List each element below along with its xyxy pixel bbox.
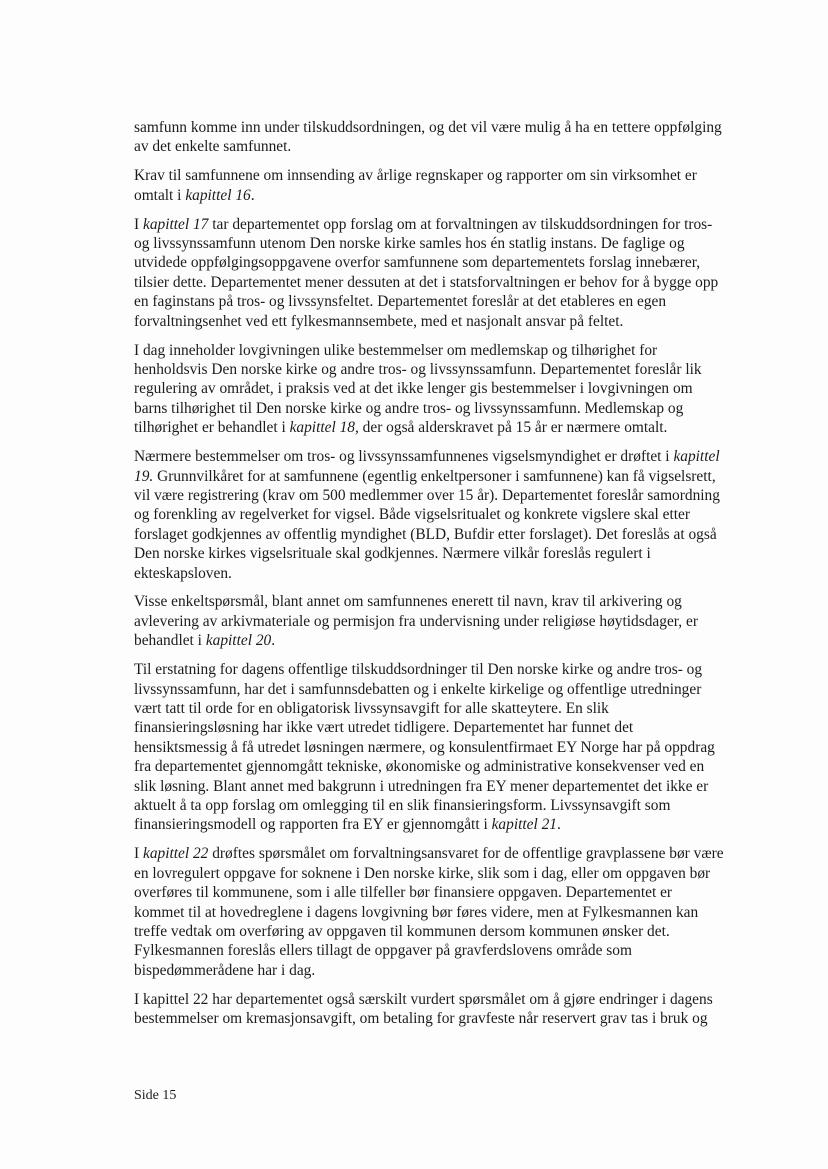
text-run: . bbox=[250, 186, 255, 204]
text-run: I kapittel 22 har departementet også særskilt vurdert spørsmålet om å gjøre endringer i dagens bestemmelser om kremasjonsavgift, om betaling for gravfeste når reservert grav tas i bruk og bbox=[134, 990, 713, 1028]
text-run: Grunnvilkåret for at samfunnene (egentlig enkeltpersoner i samfunnene) kan få vigselsrett, vil være registrering (krav om 500 medlemmer over 15 år). Departementet foreslår samordning og forenkling av regelverket for vigsel. Både vigselsritualet og konkrete vigslere skal etter forslaget godkjennes av offentlig myndighet (BLD, Bufdir etter forslaget). Det foreslås at også Den norske kirkes vigselsrituale skal godkjennes. Nærmere vilkår foreslås regulert i ekteskapsloven. bbox=[134, 467, 720, 582]
paragraph bbox=[134, 592, 724, 650]
paragraph bbox=[134, 215, 724, 331]
paragraph bbox=[134, 990, 724, 1029]
text-run: I dag inneholder lovgivningen ulike bestemmelser om medlemskap og tilhørighet for henholdsvis Den norske kirke og andre tros- og livssynssamfunn. Departementet foreslår lik regulering av området, i praksis ved at det ikke lenger gis bestemmelser i lovgivningen om barns tilhørighet til Den norske kirke og andre tros- og livssynssamfunn. Medlemskap og tilhørighet er behandlet i bbox=[134, 341, 702, 437]
text-run: . bbox=[557, 816, 561, 834]
text-run: samfunn komme inn under tilskuddsordningen, og det vil være mulig å ha en tettere oppfølging av det enkelte samfunnet. bbox=[134, 119, 722, 156]
text-run: der også alderskravet på 15 år er nærmere omtalt. bbox=[358, 419, 668, 437]
text-run: tar departementet opp forslag om at forvaltningen av tilskuddsordningen for tros- og livssynssamfunn utenom Den norske kirke samles hos én statlig instans. De faglige og utvidede oppfølgingsoppgavene overfor samfunnene som departementets forslag innebærer, tilsier dette. Departementet mener dessuten at det i statsforvaltningen er behov for å bygge opp en faginstans på tros- og livssynsfeltet. Departementet foreslår at det etableres en egen forvaltningsenhet ved ett fylkesmannsembete, med et nasjonalt ansvar på feltet. bbox=[134, 215, 719, 330]
paragraph bbox=[134, 341, 724, 438]
body-text bbox=[134, 118, 724, 1038]
text-run: . bbox=[271, 632, 276, 650]
paragraph bbox=[134, 844, 724, 980]
chapter-reference: kapittel 19. bbox=[134, 448, 720, 485]
chapter-reference: kapittel 18, bbox=[289, 419, 359, 437]
chapter-reference: kapittel 22 bbox=[142, 845, 209, 863]
page-number: Side 15 bbox=[134, 1088, 177, 1103]
paragraph bbox=[134, 447, 724, 583]
text-run: I bbox=[134, 215, 143, 233]
paragraph bbox=[134, 118, 724, 157]
text-run: drøftes spørsmålet om forvaltningsansvaret for de offentlige gravplassene bør være en lovregulert oppgave for soknene i Den norske kirke, slik som i dag, eller om oppgaven bør overføres til kommunene, som i alle tilfeller bør finansiere oppgaven. Departementet er kommet til at hovedreglene i dagens lovgivning bør føres videre, men at Fylkesmannen kan treffe vedtak om overføring av oppgaven til kommunen dersom kommunen ønsker det. Fylkesmannen foreslås ellers tillagt de oppgaver på gravferdslovens område som bispedømmerådene har i dag. bbox=[134, 845, 724, 979]
chapter-reference: kapittel 17 bbox=[142, 215, 209, 233]
chapter-reference: kapittel 21 bbox=[491, 816, 557, 834]
text-run: Krav til samfunnene om innsending av årlige regnskaper og rapporter om sin virksomhet er omtalt i bbox=[134, 167, 697, 204]
paragraph bbox=[134, 166, 724, 205]
paragraph bbox=[134, 660, 724, 835]
text-run: Visse enkeltspørsmål, blant annet om samfunnenes enerett til navn, krav til arkivering og avlevering av arkivmateriale og permisjon fra undervisning under religiøse høytidsdager, er behandlet i bbox=[134, 593, 698, 650]
chapter-reference: kapittel 20 bbox=[205, 632, 272, 650]
chapter-reference: kapittel 16 bbox=[185, 186, 251, 204]
text-run: Til erstatning for dagens offentlige tilskuddsordninger til Den norske kirke og andre tros- og livssynssamfunn, har det i samfunnsdebatten og i enkelte kirkelige og offentlige utredninger vært tatt til orde for en obligatorisk livssynsavgift for alle skatteytere. En slik finansieringsløsning har ikke vært utredet tidligere. Departementet har funnet det hensiktsmessig å få utredet løsningen nærmere, og konsulentfirmaet EY Norge har på oppdrag fra departementet gjennomgått tekniske, økonomiske og administrative konsekvenser ved en slik løsning. Blant annet med bakgrunn i utredningen fra EY mener departementet det ikke er aktuelt å ta opp forslag om omlegging til en slik finansieringsform. Livssynsavgift som finansieringsmodell og rapporten fra EY er gjennomgått i bbox=[134, 661, 715, 834]
text-run: Nærmere bestemmelser om tros- og livssynssamfunnenes vigselsmyndighet er drøftet i bbox=[134, 448, 674, 466]
text-run: I bbox=[134, 845, 143, 863]
